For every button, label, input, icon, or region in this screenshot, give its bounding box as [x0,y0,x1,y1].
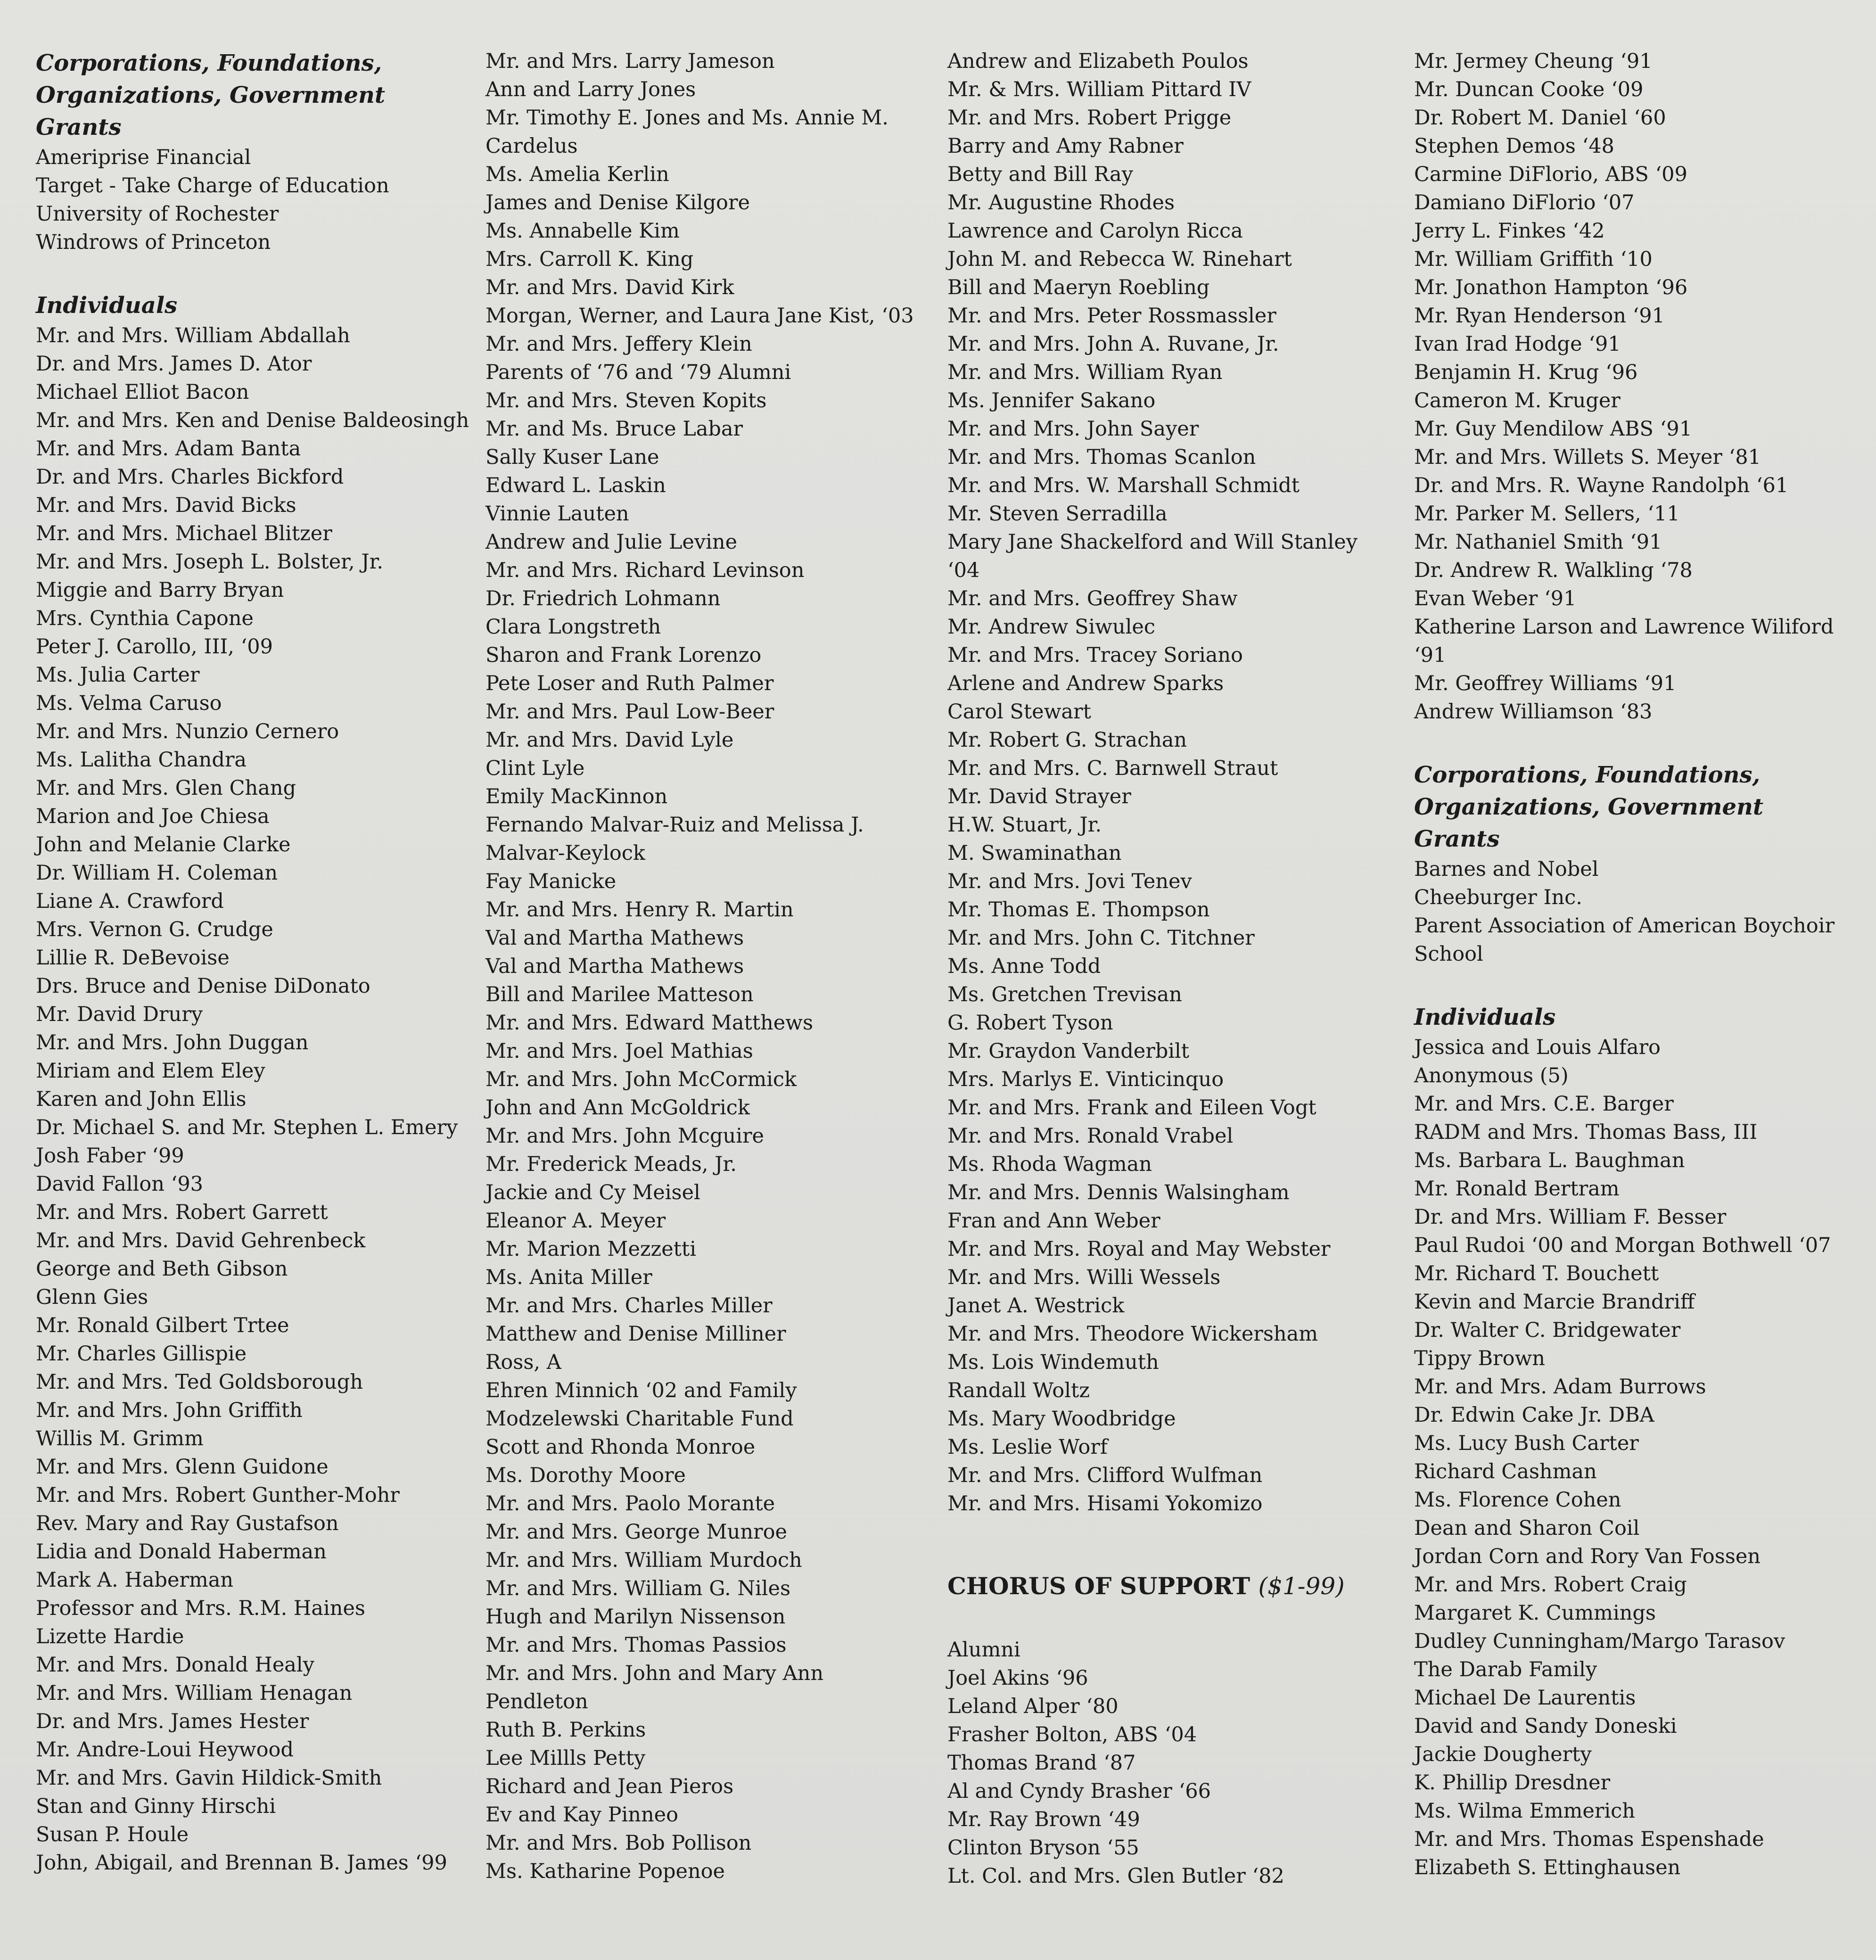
list-item: Carol Stewart [947,700,1091,724]
column-2 [485,47,929,1886]
column-1 [36,47,469,1877]
list-item: Cardelus [485,134,578,158]
list-item: Mr. and Mrs. Nunzio Cernero [36,720,339,743]
list-item: Emily MacKinnon [485,785,668,808]
list-item: Mr. and Mrs. Ted Goldsborough [36,1370,363,1394]
list-item: Mr. and Mrs. John Griffith [36,1399,303,1422]
list-item: Mr. Frederick Meads, Jr. [485,1153,737,1176]
list-item: Andrew and Julie Levine [485,530,738,554]
list-item: Al and Cyndy Brasher ‘66 [947,1779,1211,1803]
list-item: Liane A. Crawford [36,889,224,913]
list-item: Modzelewski Charitable Fund [485,1407,794,1431]
list-item: Bill and Maeryn Roebling [947,276,1210,299]
list-item: Morgan, Werner, and Laura Jane Kist, ‘03 [485,304,914,328]
list-item: Mr. and Mrs. David Bicks [36,494,296,517]
list-item: Mr. Duncan Cooke ‘09 [1414,78,1644,101]
list-item: G. Robert Tyson [947,1011,1113,1035]
list-item: Fran and Ann Weber [947,1209,1160,1233]
list-item: Mr. David Strayer [947,785,1131,808]
list-item: Mr. and Mrs. John and Mary Ann [485,1662,824,1685]
list-item: Mr. William Griffith ‘10 [1414,247,1653,271]
list-item: Lt. Col. and Mrs. Glen Butler ‘82 [947,1864,1284,1888]
list-item: Margaret K. Cummings [1414,1601,1656,1625]
list-item: Mr. and Mrs. John Duggan [36,1031,309,1054]
list-item: Ruth B. Perkins [485,1718,646,1742]
list-item: Scott and Rhonda Monroe [485,1435,756,1459]
list-item: Mr. and Mrs. William G. Niles [485,1577,791,1600]
list-item: Stan and Ginny Hirschi [36,1795,276,1818]
list-item: Lillie R. DeBevoise [36,946,230,970]
list-item: Ms. Florence Cohen [1414,1488,1621,1512]
list-item: Target - Take Charge of Education [36,174,389,198]
list-item: Dr. Robert M. Daniel ‘60 [1414,106,1666,130]
list-item: Damiano DiFlorio ‘07 [1414,191,1635,214]
list-item: RADM and Mrs. Thomas Bass, III [1414,1120,1758,1144]
list-item: School [1414,942,1483,966]
list-item: Mr. and Mrs. Clifford Wulfman [947,1464,1263,1487]
list-item: Dr. and Mrs. William F. Besser [1414,1205,1727,1229]
list-item: Mr. and Mrs. John A. Ruvane, Jr. [947,332,1279,356]
list-item: Glenn Gies [36,1285,148,1309]
list-item: Ms. Anita Miller [485,1266,652,1289]
list-item: Mrs. Carroll K. King [485,247,694,271]
list-item: Mr. and Mrs. John C. Titchner [947,926,1255,950]
list-item: Mrs. Cynthia Capone [36,607,254,630]
list-item: Mr. Ryan Henderson ‘91 [1414,304,1665,328]
list-item: Paul Rudoi ‘00 and Morgan Bothwell ‘07 [1414,1234,1831,1257]
list-item: Mr. Nathaniel Smith ‘91 [1414,530,1662,554]
list-item: Katherine Larson and Lawrence Wiliford [1414,615,1834,639]
list-item: Lidia and Donald Haberman [36,1540,327,1564]
list-item: Randall Woltz [947,1379,1090,1402]
list-item: John M. and Rebecca W. Rinehart [947,247,1292,271]
list-item: Mr. Geoffrey Williams ‘91 [1414,672,1677,695]
list-item: Evan Weber ‘91 [1414,587,1577,610]
list-item: Mr. and Mrs. Glen Chang [36,776,296,800]
list-item: Mr. Marion Mezzetti [485,1237,696,1261]
list-item: Dr. and Mrs. R. Wayne Randolph ‘61 [1414,474,1789,497]
list-item: Mr. and Mrs. Jovi Tenev [947,870,1192,893]
list-item: Mr. and Mrs. Frank and Eileen Vogt [947,1096,1316,1120]
list-item: Elizabeth S. Ettinghausen [1414,1856,1681,1879]
list-item: Mr. Parker M. Sellers, ‘11 [1414,502,1680,526]
list-item: Mr. and Mrs. Paul Low-Beer [485,700,774,724]
list-item: Joel Akins ‘96 [947,1666,1088,1690]
list-item: Parents of ‘76 and ‘79 Alumni [485,361,791,384]
list-item: James and Denise Kilgore [485,191,750,214]
list-item: Mr. Guy Mendilow ABS ‘91 [1414,417,1692,441]
list-item: Mr. Charles Gillispie [36,1342,247,1366]
list-item: Mr. Steven Serradilla [947,502,1168,526]
list-item: Mr. and Mrs. John Mcguire [485,1124,764,1148]
list-item: Fay Manicke [485,870,617,893]
list-item: Ms. Lucy Bush Carter [1414,1432,1639,1455]
list-item: Mr. and Mrs. Peter Rossmassler [947,304,1276,328]
list-item: Ms. Julia Carter [36,663,200,687]
list-item: Mr. and Mrs. William Henagan [36,1681,353,1705]
list-item: Dr. Michael S. and Mr. Stephen L. Emery [36,1116,458,1139]
list-item: Jackie Dougherty [1414,1743,1592,1766]
list-item: Mr. and Mrs. C.E. Barger [1414,1092,1674,1116]
list-item: Barnes and Nobel [1414,857,1599,881]
list-item: Mr. and Mrs. Charles Miller [485,1294,773,1318]
list-item: Parent Association of American Boychoir [1414,914,1835,938]
list-item: Barry and Amy Rabner [947,134,1184,158]
corporations-heading: Corporations, Foundations, Organizations, Government Grants [1414,762,1764,852]
chorus-of-support-heading [947,1570,1409,1603]
list-item: Dr. Walter C. Bridgewater [1414,1318,1681,1342]
alumni-list [947,1636,1409,1890]
list-item: Val and Martha Mathews [485,955,744,978]
list-item: Mr. and Mrs. Tracey Soriano [947,643,1243,667]
list-item: Mr. Jermey Cheung ‘91 [1414,49,1653,73]
list-item: Mr. and Mrs. W. Marshall Schmidt [947,474,1300,497]
list-item: Jerry L. Finkes ‘42 [1414,219,1605,243]
list-item: Cameron M. Kruger [1414,389,1621,412]
list-item: Windrows of Princeton [36,231,271,254]
list-item: Mr. and Mrs. Adam Banta [36,437,301,461]
list-item: Susan P. Houle [36,1823,189,1846]
list-item: Lee Millls Petty [485,1746,646,1770]
list-item: Mr. and Mrs. Theodore Wickersham [947,1322,1318,1346]
list-item: Ms. Dorothy Moore [485,1464,686,1487]
list-item: Ms. Velma Caruso [36,692,222,715]
list-item: Michael De Laurentis [1414,1686,1636,1710]
list-item: Dr. Andrew R. Walkling ‘78 [1414,559,1693,582]
list-item: Clara Longstreth [485,615,661,639]
list-item: Matthew and Denise Milliner [485,1322,786,1346]
list-item: Mr. and Mrs. Robert Gunther-Mohr [36,1483,400,1507]
list-item: Mr. and Mrs. Glenn Guidone [36,1455,329,1479]
list-item: Mr. and Mrs. Edward Matthews [485,1011,814,1035]
list-item: Mr. and Mrs. Bob Pollison [485,1831,752,1855]
list-item: Ann and Larry Jones [485,78,696,101]
list-item: Mr. and Mrs. Thomas Espenshade [1414,1828,1764,1851]
list-item: Ms. Gretchen Trevisan [947,983,1182,1006]
list-item: Ivan Irad Hodge ‘91 [1414,332,1621,356]
list-item: Ameriprise Financial [36,146,251,169]
list-item: Pete Loser and Ruth Palmer [485,672,774,695]
list-item: Mr. Robert G. Strachan [947,728,1187,752]
list-item: Bill and Marilee Matteson [485,983,754,1006]
list-item: Mr. and Mrs. Royal and May Webster [947,1237,1331,1261]
chorus-range: ($1-99) [1258,1573,1345,1600]
list-item: Mrs. Marlys E. Vinticinquo [947,1068,1224,1091]
list-item: Mr. Ronald Gilbert Trtee [36,1314,289,1337]
list-item: Mr. Andre-Loui Heywood [36,1738,294,1762]
list-item: Ms. Wilma Emmerich [1414,1799,1635,1823]
list-item: Janet A. Westrick [947,1294,1125,1318]
list-item: Mr. and Mrs. Ronald Vrabel [947,1124,1234,1148]
list-item: Mr. and Mrs. William Ryan [947,361,1223,384]
list-item: Lawrence and Carolyn Ricca [947,219,1243,243]
list-item: Sharon and Frank Lorenzo [485,643,762,667]
list-item: Dr. and Mrs. James Hester [36,1710,309,1733]
alumni-list-continued [1414,47,1867,726]
list-item: Mr. and Mrs. John McCormick [485,1068,797,1091]
list-item: Mr. and Mrs. Willi Wessels [947,1266,1221,1289]
list-item: Mr. and Mrs. Larry Jameson [485,49,775,73]
list-item: Ms. Mary Woodbridge [947,1407,1176,1431]
list-item: Dean and Sharon Coil [1414,1516,1640,1540]
list-item: Mr. and Mrs. Thomas Passios [485,1633,787,1657]
list-item: Eleanor A. Meyer [485,1209,666,1233]
list-item: Mr. and Mrs. Donald Healy [36,1653,314,1677]
individuals-list-continued [485,47,929,1886]
list-item: Ms. Jennifer Sakano [947,389,1156,412]
list-item: Ms. Lois Windemuth [947,1351,1159,1374]
list-item: Mary Jane Shackelford and Will Stanley [947,530,1358,554]
list-item: Edward L. Laskin [485,474,666,497]
list-item: The Darab Family [1414,1658,1597,1681]
list-item: Pendleton [485,1690,588,1713]
list-item: Mr. Jonathon Hampton ‘96 [1414,276,1688,299]
list-item: Mr. and Mrs. Richard Levinson [485,559,805,582]
list-item: Malvar-Keylock [485,841,645,865]
list-item: Richard and Jean Pieros [485,1775,734,1798]
list-item: Mr. Timothy E. Jones and Ms. Annie M. [485,106,889,130]
list-item: Mr. and Mrs. Thomas Scanlon [947,445,1256,469]
column-4 [1414,47,1867,1882]
list-item: ‘91 [1414,643,1447,667]
list-item: Frasher Bolton, ABS ‘04 [947,1723,1197,1746]
list-item: Mr. Ronald Bertram [1414,1177,1620,1201]
list-item: Mr. and Mrs. David Gehrenbeck [36,1229,366,1252]
list-item: Andrew and Elizabeth Poulos [947,49,1249,73]
list-item: Mr. Richard T. Bouchett [1414,1262,1659,1285]
list-item: ‘04 [947,559,980,582]
list-item: Peter J. Carollo, III, ‘09 [36,635,273,659]
list-item: Michael Elliot Bacon [36,380,249,404]
list-item: Vinnie Lauten [485,502,629,526]
list-item: Mr. and Mrs. Gavin Hildick-Smith [36,1766,382,1790]
list-item: Fernando Malvar-Ruiz and Melissa J. [485,813,864,837]
list-item: Ms. Rhoda Wagman [947,1153,1152,1176]
list-item: Ms. Leslie Worf [947,1435,1108,1459]
list-item: Lizette Hardie [36,1625,184,1648]
list-item: Mr. and Mrs. Dennis Walsingham [947,1181,1290,1204]
list-item: Ms. Annabelle Kim [485,219,680,243]
list-item: Mr. and Mrs. Paolo Morante [485,1492,775,1515]
list-item: Ms. Lalitha Chandra [36,748,247,772]
list-item: Willis M. Grimm [36,1427,204,1450]
list-item: Anonymous (5) [1414,1064,1569,1087]
list-item: David Fallon ‘93 [36,1172,204,1196]
individuals-heading: Individuals [36,292,178,319]
list-item: Benjamin H. Krug ‘96 [1414,361,1638,384]
corporations-list [1414,855,1867,968]
list-item: Thomas Brand ‘87 [947,1751,1136,1775]
list-item: Ev and Kay Pinneo [485,1803,679,1827]
individuals-list [1414,1033,1867,1882]
list-item: M. Swaminathan [947,841,1122,865]
list-item: Mr. and Mrs. Adam Burrows [1414,1375,1706,1399]
list-item: George and Beth Gibson [36,1257,288,1281]
list-item: Mr. and Mrs. Michael Blitzer [36,522,332,545]
list-item: Mr. and Mrs. Robert Prigge [947,106,1232,130]
list-item: Mr. and Mrs. Robert Craig [1414,1573,1687,1597]
list-item: Mr. Andrew Siwulec [947,615,1155,639]
list-item: Rev. Mary and Ray Gustafson [36,1512,339,1535]
list-item: Mr. and Mrs. Joseph L. Bolster, Jr. [36,550,384,574]
list-item: Josh Faber ‘99 [36,1144,184,1168]
list-item: Mrs. Vernon G. Crudge [36,918,273,941]
chorus-title: CHORUS OF SUPPORT [947,1572,1251,1600]
list-item: Mr. and Mrs. Geoffrey Shaw [947,587,1238,610]
list-item: John and Melanie Clarke [36,833,291,856]
list-item: Hugh and Marilyn Nissenson [485,1605,786,1629]
list-item: Karen and John Ellis [36,1087,247,1111]
corporations-list [36,143,460,256]
list-item: Kevin and Marcie Brandriff [1414,1290,1695,1314]
corporations-heading: Corporations, Foundations, Organizations, Government Grants [36,50,386,140]
list-item: Mr. and Mrs. David Lyle [485,728,734,752]
list-item: Mr. and Mrs. Henry R. Martin [485,898,794,922]
list-item: David and Sandy Doneski [1414,1714,1677,1738]
list-item: Miggie and Barry Bryan [36,578,284,602]
individuals-list-continued [947,47,1409,1518]
list-item: Miriam and Elem Eley [36,1059,265,1083]
list-item: Dr. and Mrs. Charles Bickford [36,465,344,489]
list-item: Dr. and Mrs. James D. Ator [36,352,312,376]
list-item: Mr. David Drury [36,1003,203,1026]
alumni-subheading: Alumni [947,1638,1020,1662]
list-item: Mr. and Mrs. Ken and Denise Baldeosingh [36,409,469,432]
list-item: Mr. & Mrs. William Pittard IV [947,78,1251,101]
list-item: Arlene and Andrew Sparks [947,672,1224,695]
list-item: Ms. Amelia Kerlin [485,163,669,186]
list-item: Mr. and Mrs. Jeffery Klein [485,332,752,356]
list-item: Mr. and Mrs. C. Barnwell Straut [947,757,1278,780]
column-3 [947,47,1409,1890]
list-item: Clinton Bryson ‘55 [947,1836,1139,1860]
list-item: Drs. Bruce and Denise DiDonato [36,974,370,998]
list-item: Ross, A [485,1351,561,1374]
list-item: H.W. Stuart, Jr. [947,813,1102,837]
list-item: Mr. and Mrs. William Abdallah [36,324,350,347]
list-item: Ms. Katharine Popenoe [485,1860,725,1883]
list-item: Cheeburger Inc. [1414,886,1582,909]
list-item: Dr. Friedrich Lohmann [485,587,721,610]
list-item: Mr. Thomas E. Thompson [947,898,1210,922]
list-item: K. Phillip Dresdner [1414,1771,1611,1795]
list-item: Dr. William H. Coleman [36,861,278,885]
list-item: Mr. and Mrs. Hisami Yokomizo [947,1492,1263,1515]
list-item: Mr. Graydon Vanderbilt [947,1039,1190,1063]
list-item: Mr. and Mrs. John Sayer [947,417,1199,441]
list-item: Mr. Ray Brown ‘49 [947,1808,1140,1831]
list-item: Val and Martha Mathews [485,926,744,950]
list-item: Professor and Mrs. R.M. Haines [36,1597,366,1620]
list-item: Dr. Edwin Cake Jr. DBA [1414,1403,1654,1427]
list-item: Tippy Brown [1414,1347,1545,1370]
list-item: Richard Cashman [1414,1460,1597,1483]
list-item: Mark A. Haberman [36,1568,234,1592]
list-item: Mr. and Mrs. Robert Garrett [36,1201,328,1224]
list-item: Ms. Anne Todd [947,955,1101,978]
list-item: John, Abigail, and Brennan B. James ‘99 [36,1851,447,1875]
list-item: Marion and Joe Chiesa [36,805,270,828]
list-item: Jackie and Cy Meisel [485,1181,700,1204]
individuals-list [36,321,469,1877]
list-item: Ms. Barbara L. Baughman [1414,1149,1685,1172]
list-item: Mr. and Mrs. William Murdoch [485,1548,802,1572]
individuals-heading: Individuals [1414,1004,1556,1030]
list-item: Stephen Demos ‘48 [1414,134,1614,158]
list-item: Mr. and Ms. Bruce Labar [485,417,743,441]
list-item: Mr. and Mrs. George Munroe [485,1520,787,1544]
list-item: Mr. and Mrs. Steven Kopits [485,389,767,412]
list-item: Mr. and Mrs. Joel Mathias [485,1039,753,1063]
list-item: Betty and Bill Ray [947,163,1133,186]
list-item: Jordan Corn and Rory Van Fossen [1414,1545,1761,1568]
list-item: University of Rochester [36,202,279,226]
list-item: Sally Kuser Lane [485,445,659,469]
list-item: John and Ann McGoldrick [485,1096,750,1120]
list-item: Mr. Augustine Rhodes [947,191,1175,214]
list-item: Mr. and Mrs. David Kirk [485,276,734,299]
list-item: Dudley Cunningham/Margo Tarasov [1414,1630,1785,1653]
list-item: Leland Alper ‘80 [947,1695,1119,1718]
list-item: Carmine DiFlorio, ABS ‘09 [1414,163,1687,186]
list-item: Jessica and Louis Alfaro [1414,1036,1661,1059]
list-item: Ehren Minnich ‘02 and Family [485,1379,797,1402]
list-item: Andrew Williamson ‘83 [1414,700,1653,724]
list-item: Mr. and Mrs. Willets S. Meyer ‘81 [1414,445,1761,469]
list-item: Clint Lyle [485,757,585,780]
